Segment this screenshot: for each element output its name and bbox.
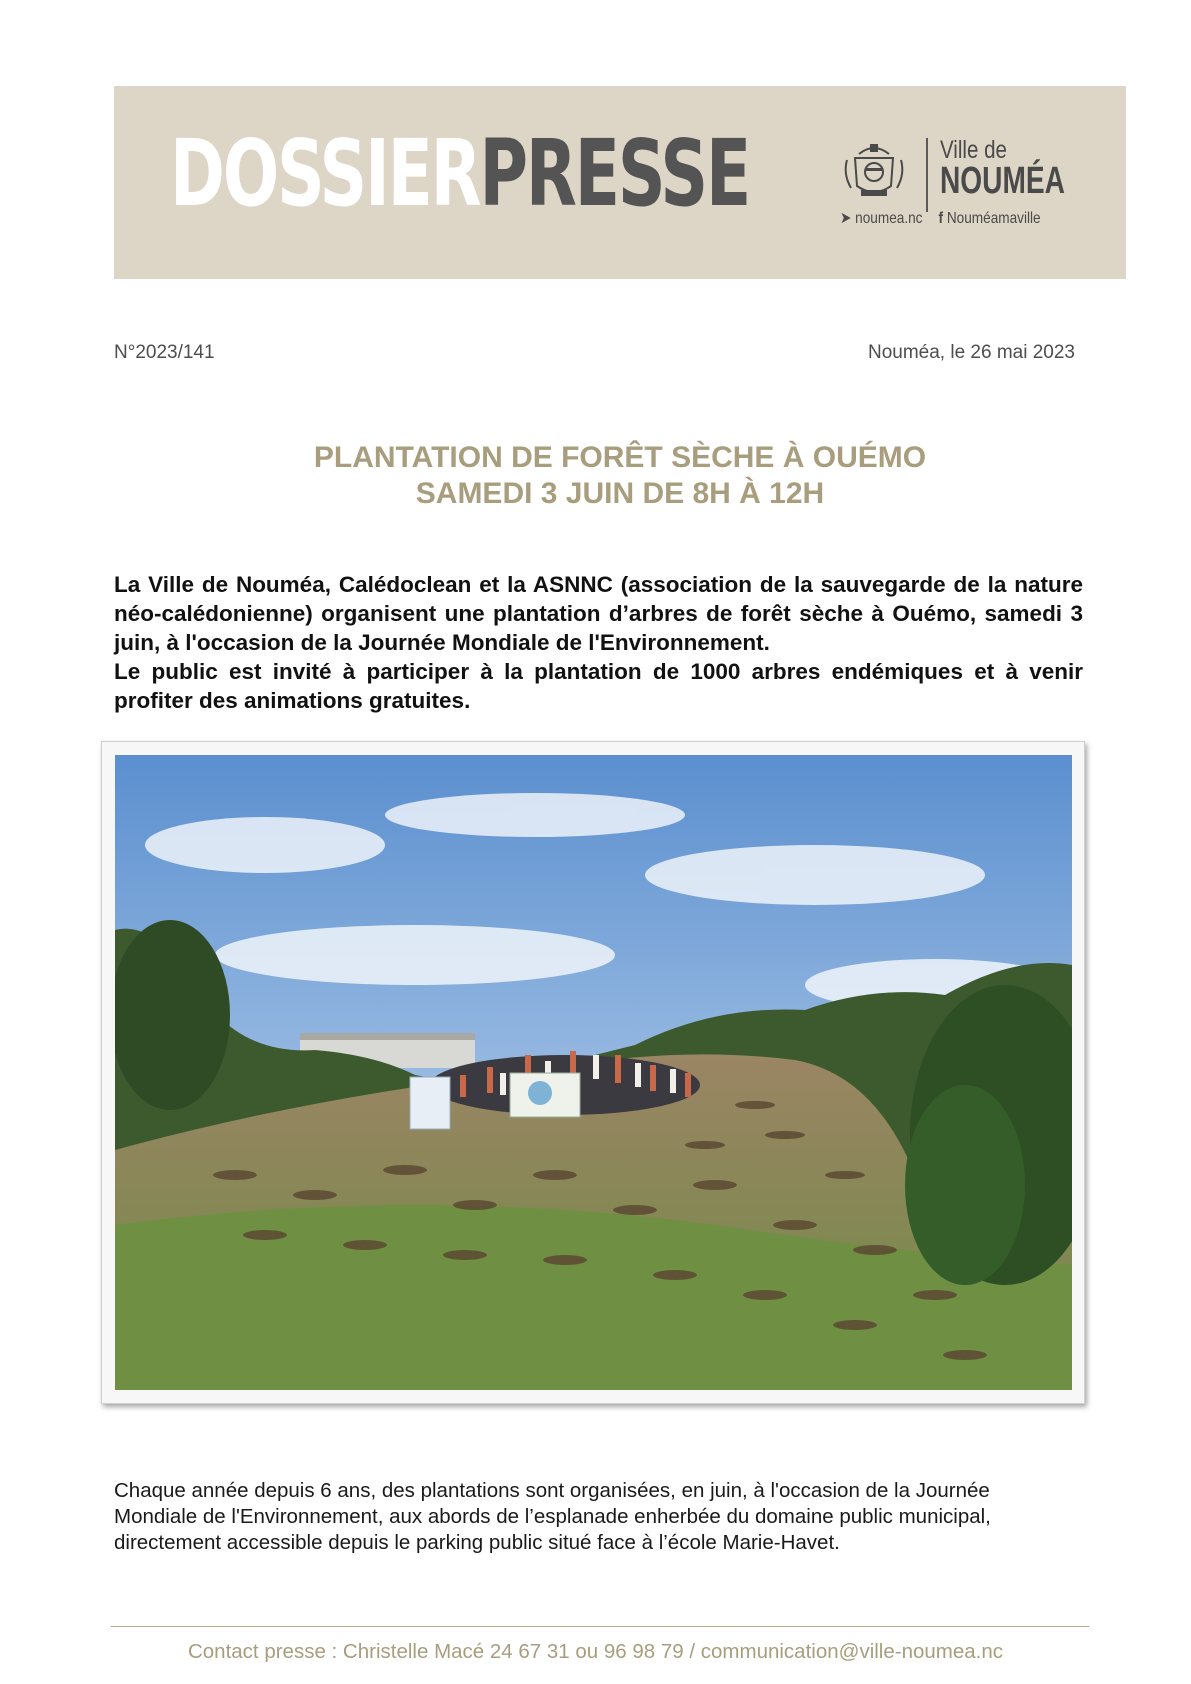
press-release-date: Nouméa, le 26 mai 2023	[867, 342, 1075, 363]
footer-divider	[111, 1626, 1089, 1627]
heading-line-1: PLANTATION DE FORÊT SÈCHE À OUÉMO	[313, 441, 927, 474]
heading-line-2: SAMEDI 3 JUIN DE 8H À 12H	[415, 477, 825, 510]
facebook-icon: f	[938, 210, 944, 227]
logo-ville-de: Ville de	[940, 136, 1007, 164]
logo-social-links	[840, 208, 1041, 228]
logo-divider	[926, 138, 928, 212]
press-banner	[114, 86, 1126, 279]
logo-noumea: NOUMÉA	[940, 160, 1065, 202]
lead-paragraph	[114, 570, 1083, 715]
banner-title	[170, 120, 750, 227]
website-link[interactable]: noumea.nc	[855, 210, 923, 227]
article-heading	[114, 440, 1126, 512]
press-release-number: N°2023/141	[114, 342, 215, 363]
banner-title-presse: PRESSE	[479, 120, 750, 227]
city-crest-icon	[841, 138, 907, 202]
lead-paragraph-1: La Ville de Nouméa, Calédoclean et la ASNNC (association de la sauvegarde de la nature néo-calédonienne) organisent une plantation d’arbres de forêt sèche à Ouémo, samedi 3 juin, à l'occasion de la Journée Mondiale de l'Environnement.	[114, 572, 1083, 655]
facebook-link[interactable]: Nouméamaville	[946, 210, 1041, 227]
footer-contact: Contact presse : Christelle Macé 24 67 31 ou 96 98 79 / communication@ville-noumea.nc	[187, 1640, 1004, 1663]
photo-frame	[101, 741, 1085, 1404]
lead-paragraph-2: Le public est invité à participer à la plantation de 1000 arbres endémiques et à venir profiter des animations gratuites.	[114, 659, 1083, 713]
body-paragraph: Chaque année depuis 6 ans, des plantations sont organisées, en juin, à l'occasion de la Journée Mondiale de l'Environnement, aux abords de l’esplanade enherbée du domaine public municipal, directement accessible depuis le parking public situé face à l’école Marie-Havet.	[114, 1479, 991, 1554]
web-arrow-icon: ➤	[840, 210, 852, 227]
group-photo-tree-planting	[115, 755, 1072, 1390]
banner-title-dossier: DOSSIER	[170, 120, 480, 227]
